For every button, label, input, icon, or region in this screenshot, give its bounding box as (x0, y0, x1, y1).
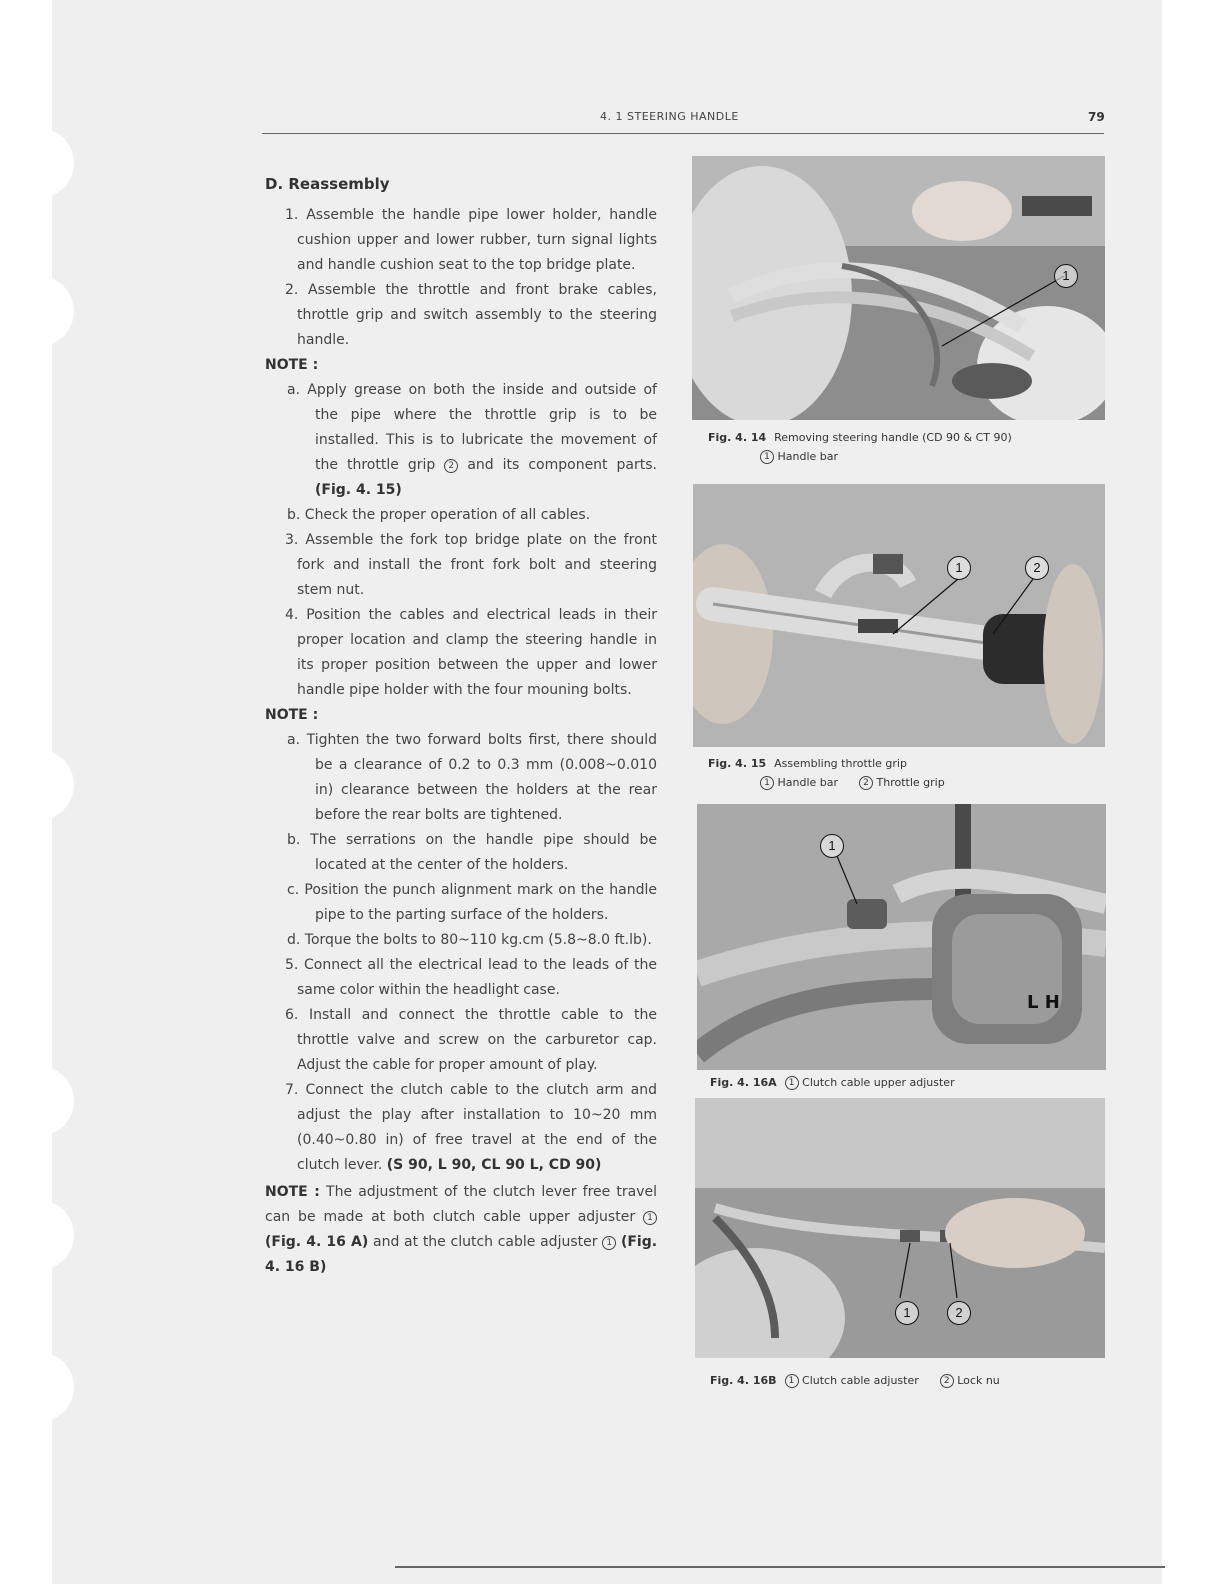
step-2: 2. Assemble the throttle and front brake cables, throttle grip and switch assembly to the steering handle. (285, 282, 657, 348)
note-1b: b. Check the proper operation of all cables. (287, 507, 591, 523)
section-title: D. Reassembly (265, 175, 390, 193)
figure-label: Fig. 4. 16A (710, 1076, 777, 1089)
note-3-text-2: and at the clutch cable adjuster (373, 1234, 598, 1250)
bottom-rule (395, 1566, 1165, 1568)
callout-number: 1 (760, 450, 774, 464)
caption-text: Removing steering handle (CD 90 & CT 90) (774, 431, 1012, 444)
callout-number: 2 (859, 776, 873, 790)
note-1a-text-after: and its component parts. (467, 457, 658, 473)
figure-label: Fig. 4. 15 (708, 757, 767, 770)
photo-removing-steering-handle (692, 156, 1105, 420)
callout-number: 1 (643, 1211, 657, 1225)
caption-text: Assembling throttle grip (774, 757, 907, 770)
note-label: NOTE : (265, 1184, 320, 1200)
callout-number: 1 (785, 1374, 799, 1388)
note-2d: d. Torque the bolts to 80~110 kg.cm (5.8~8.0 ft.lb). (287, 932, 652, 948)
figure-reference: (Fig. 4. 16 A) (265, 1234, 369, 1250)
legend-text: Handle bar (777, 450, 839, 463)
body-text (265, 172, 657, 1280)
note-label: NOTE : (265, 357, 319, 373)
callout-2: 2 (947, 1301, 971, 1325)
callout-number: 2 (444, 459, 458, 473)
step-7 (277, 1078, 657, 1178)
figure-caption (708, 428, 1012, 466)
legend-text: Throttle grip (876, 776, 945, 789)
callout-number: 1 (602, 1236, 616, 1250)
note-2c: c. Position the punch alignment mark on the handle pipe to the parting surface of the holders. (287, 882, 657, 923)
callout-1: 1 (947, 556, 971, 580)
callout-1: 1 (1054, 264, 1078, 288)
step-6: 6. Install and connect the throttle cable to the throttle valve and screw on the carburetor cap. Adjust the cable for proper amount of play. (285, 1007, 657, 1073)
note-2b: b. The serrations on the handle pipe should be located at the center of the holders. (287, 832, 657, 873)
photo-clutch-cable-adjuster (695, 1098, 1105, 1358)
figure-label: Fig. 4. 14 (708, 431, 767, 444)
legend-text: Clutch cable adjuster (802, 1374, 919, 1387)
note-1a-text: a. Apply grease on both the inside and outside of the pipe where the throttle grip is to be installed. This is to lubricate the movement of the throttle grip (287, 382, 657, 473)
callout-number: 1 (760, 776, 774, 790)
legend-text: Lock nu (957, 1374, 1000, 1387)
note-3 (265, 1180, 657, 1280)
figure-label: Fig. 4. 16B (710, 1374, 777, 1387)
page-number: 79 (1088, 110, 1105, 124)
step-3: 3. Assemble the fork top bridge plate on the front fork and install the front fork bolt and steering stem nut. (285, 532, 657, 598)
callout-1: 1 (820, 834, 844, 858)
note-1a (265, 378, 657, 503)
header-rule (262, 133, 1104, 134)
model-reference: (S 90, L 90, CL 90 L, CD 90) (386, 1157, 602, 1173)
step-7-text: 7. Connect the clutch cable to the clutch arm and adjust the play after installation to 10~20 mm (0.40~0.80 in) of free travel at the end of the clutch lever. (285, 1082, 657, 1173)
photo-clutch-cable-upper-adjuster (697, 804, 1106, 1070)
step-5: 5. Connect all the electrical lead to the leads of the same color within the headlight case. (285, 957, 657, 998)
callout-number: 1 (785, 1076, 799, 1090)
callout-number: 2 (940, 1374, 954, 1388)
legend-text: Handle bar (777, 776, 839, 789)
photo-assembling-throttle-grip (693, 484, 1105, 747)
figure-caption (710, 1371, 1000, 1390)
note-3-text: The adjustment of the clutch lever free travel can be made at both clutch cable upper adjuster (265, 1184, 657, 1225)
figure-reference: (Fig. 4. 16 B) (265, 1234, 658, 1275)
step-1: 1. Assemble the handle pipe lower holder, handle cushion upper and lower rubber, turn signal lights and handle cushion seat to the top bridge plate. (285, 207, 657, 273)
callout-2: 2 (1025, 556, 1049, 580)
step-4: 4. Position the cables and electrical leads in their proper location and clamp the steering handle in its proper position between the upper and lower handle pipe holder with the four mouning bolts. (285, 607, 657, 698)
note-label: NOTE : (265, 707, 319, 723)
switch-housing-marking: L H (1027, 992, 1060, 1013)
note-2a: a. Tighten the two forward bolts first, there should be a clearance of 0.2 to 0.3 mm (0.008~0.010 in) clearance between the holders at the rear before the rear bolts are tightened. (287, 732, 657, 823)
callout-1: 1 (895, 1301, 919, 1325)
running-header: 4. 1 STEERING HANDLE (600, 110, 739, 123)
legend-text: Clutch cable upper adjuster (802, 1076, 955, 1089)
figure-reference: (Fig. 4. 15) (315, 482, 402, 498)
figure-caption (710, 1073, 955, 1092)
figure-caption (708, 754, 945, 792)
